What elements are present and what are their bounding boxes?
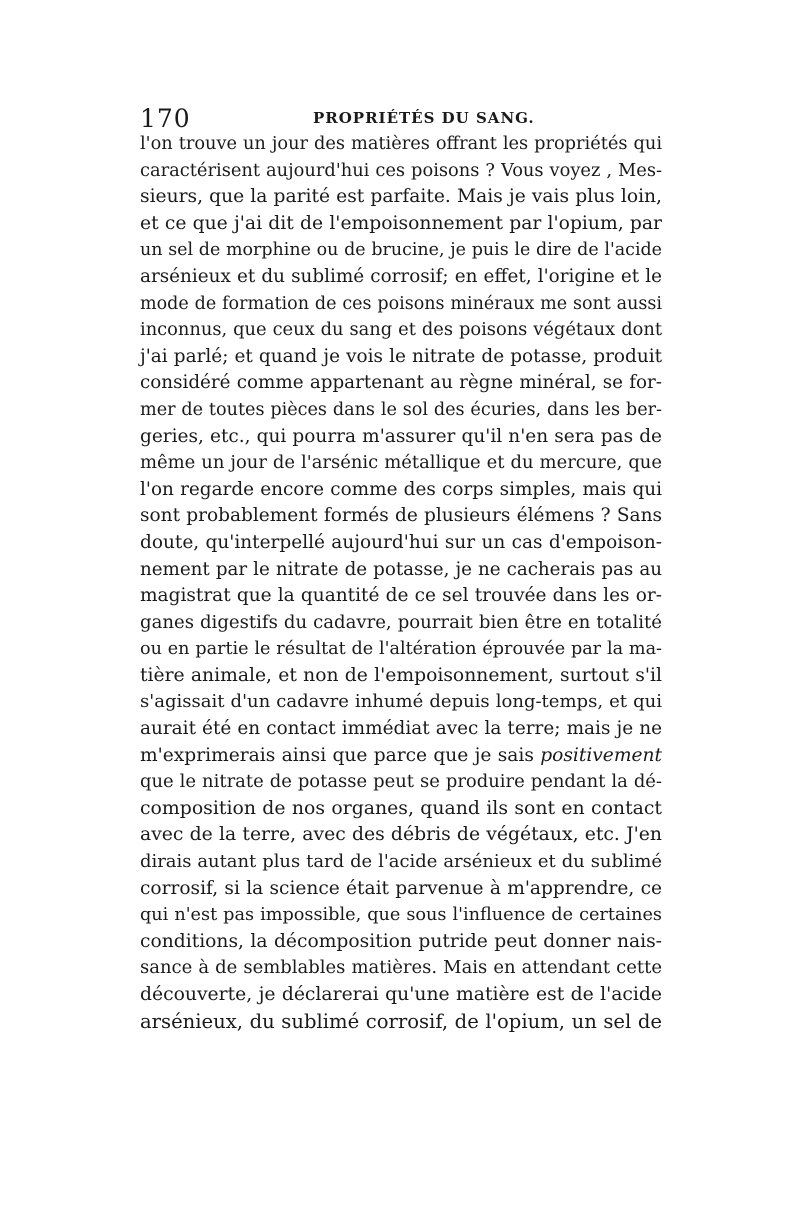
text-line: aurait été en contact immédiat avec la terre; mais je ne — [140, 718, 662, 740]
text-line: arsénieux, du sublimé corrosif, de l'opium, un sel de — [140, 1009, 662, 1033]
text-line: inconnus, que ceux du sang et des poisons végétaux dont — [140, 319, 662, 341]
text-line: ou en partie le résultat de l'altération éprouvée par la ma- — [140, 639, 662, 660]
text-line: arsénieux et du sublimé corrosif; en effet, l'origine et le — [140, 265, 662, 287]
text-line: j'ai parlé; et quand je vois le nitrate de potasse, produit — [140, 345, 662, 367]
text-line: un sel de morphine ou de brucine, je puis le dire de l'acide — [140, 240, 662, 261]
text-line: mer de toutes pièces dans le sol des écuries, dans les ber- — [140, 399, 662, 420]
emphasis-word: positivement — [540, 744, 662, 766]
text-line: l'on regarde encore comme des corps simples, mais qui — [140, 478, 662, 500]
text-line: composition de nos organes, quand ils sont en contact — [140, 797, 662, 819]
text-line: considéré comme appartenant au règne minéral, se for- — [140, 372, 662, 394]
page-number: 170 — [140, 104, 191, 133]
text-line: dirais autant plus tard de l'acide arsénieux et du sublimé — [140, 851, 662, 873]
text-line: et ce que j'ai dit de l'empoisonnement par l'opium, par — [140, 212, 662, 234]
text-line: avec de la terre, avec des débris de végétaux, etc. J'en — [140, 824, 662, 846]
text-line: nement par le nitrate de potasse, je ne cacherais pas au — [140, 558, 662, 580]
text-line: conditions, la décomposition putride peut donner nais- — [140, 930, 662, 952]
text-line: même un jour de l'arsénic métallique et du mercure, que — [140, 452, 662, 474]
text-line-with-emphasis — [140, 743, 662, 770]
text-line: l'on trouve un jour des matières offrant les propriétés qui — [140, 133, 662, 154]
text-line: geries, etc., qui pourra m'assurer qu'il n'en sera pas de — [140, 425, 662, 447]
text-line: doute, qu'interpellé aujourd'hui sur un cas d'empoison- — [140, 531, 662, 553]
text-line: s'agissait d'un cadavre inhumé depuis long-temps, et qui — [140, 691, 662, 713]
text-line: ganes digestifs du cadavre, pourrait bien être en totalité — [140, 611, 662, 633]
text-line: mode de formation de ces poisons minéraux me sont aussi — [140, 293, 662, 314]
text-line: sance à de semblables matières. Mais en attendant cette — [140, 957, 662, 979]
running-head: PROPRIÉTÉS DU SANG. — [313, 109, 535, 127]
body-text — [140, 131, 662, 1035]
text-line: découverte, je déclarerai qu'une matière est de l'acide — [140, 984, 662, 1005]
text-line: caractérisent aujourd'hui ces poisons ? Vous voyez , Mes- — [140, 159, 662, 181]
text-line: sont probablement formés de plusieurs élémens ? Sans — [140, 505, 662, 527]
text-segment: m'exprimerais ainsi que parce que je sais — [140, 744, 534, 766]
text-line: magistrat que la quantité de ce sel trouvée dans les or- — [140, 585, 662, 607]
text-line: qui n'est pas impossible, que sous l'influence de certaines — [140, 905, 662, 926]
text-line: sieurs, que la parité est parfaite. Mais je vais plus loin, — [140, 186, 662, 208]
text-line: corrosif, si la science était parvenue à m'apprendre, ce — [140, 877, 662, 899]
text-line: que le nitrate de potasse peut se produire pendant la dé- — [140, 771, 662, 793]
text-line: tière animale, et non de l'empoisonnement, surtout s'il — [140, 664, 662, 686]
